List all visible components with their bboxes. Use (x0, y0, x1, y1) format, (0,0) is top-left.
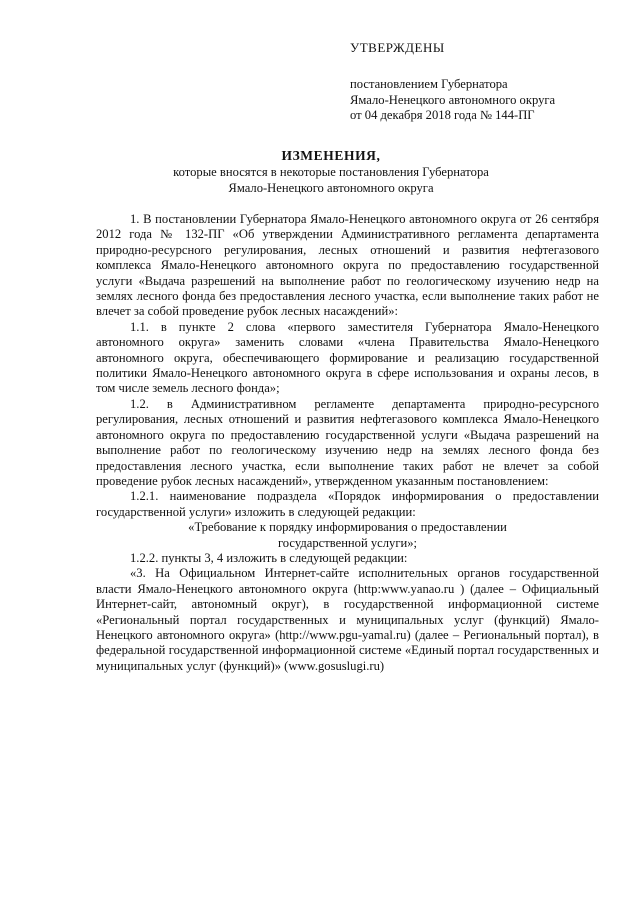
paragraph-1-2: 1.2. в Административном регламенте департамента природно-ресурсного регулирования, лесных отношений и развития нефтегазового комплекса Ямало-Ненецкого автономного округа по предоставлению государственной услуги «Выдача разрешений на выполнение работ по геологическому изучению недр на землях лесного фонда без предоставления лесного участка, если выполнение таких работ не влечет за собой проведение рубок лесных насаждений», утвержденном указанным постановлением: (96, 396, 599, 488)
document-subtitle-line-1: которые вносятся в некоторые постановления Губернатора (173, 165, 489, 180)
document-title: ИЗМЕНЕНИЯ, (281, 148, 381, 163)
approval-line-3: от 04 декабря 2018 года № 144-ПГ (350, 108, 535, 123)
approval-head: УТВЕРЖДЕНЫ (350, 40, 445, 55)
paragraph-1-1: 1.1. в пункте 2 слова «первого заместителя Губернатора Ямало-Ненецкого автономного округа» заменить словами «члена Правительства Ямало-Ненецкого автономного округа, обеспечивающего формирование и реализацию государственной политики Ямало-Ненецкого автономного округа в сфере использования и охраны лесов, в том числе земель лесного фонда»; (96, 319, 599, 396)
paragraph-3: «3. На Официальном Интернет-сайте исполнительных органов государственной власти Ямало-Ненецкого автономного округа (http:www.yanao.ru ) (далее – Официальный Интернет-сайт, автономный округ), в государственной информационной системе «Региональный портал государственных и муниципальных услуг (функций) Ямало-Ненецкого автономного округа» (http://www.pgu-yamal.ru) (далее – Региональный портал), в федеральной государственной информационной системе «Единый портал государственных и муниципальных услуг (функций)» (www.gosuslugi.ru) (96, 566, 599, 673)
paragraph-1-2-1: 1.2.1. наименование подраздела «Порядок информирования о предоставлении государственной услуги» изложить в следующей редакции: (96, 489, 599, 519)
document-subtitle-line-2: Ямало-Ненецкого автономного округа (228, 180, 434, 195)
document-heading (96, 148, 566, 196)
approval-block (350, 40, 600, 124)
document-body (96, 212, 599, 674)
approval-line-2: Ямало-Ненецкого автономного округа (350, 92, 556, 107)
centered-line-2: государственной услуги»; (277, 535, 418, 550)
centered-line-1: «Требование к порядку информирования о предоставлении (188, 520, 507, 535)
paragraph-1-2-2: 1.2.2. пункты 3, 4 изложить в следующей редакции: (130, 550, 408, 565)
paragraph-1: 1. В постановлении Губернатора Ямало-Ненецкого автономного округа от 26 сентября 2012 года № 132-ПГ «Об утверждении Административного регламента департамента природно-ресурсного регулирования, лесных отношений и развития нефтегазового комплекса Ямало-Ненецкого автономного округа по предоставлению государственной услуги «Выдача разрешений на выполнение работ по геологическому изучению недр на землях лесного фонда без предоставления лесного участка, если выполнение таких работ не влечет за собой проведение рубок лесных насаждений»: (96, 212, 599, 319)
approval-line-1: постановлением Губернатора (350, 77, 508, 92)
